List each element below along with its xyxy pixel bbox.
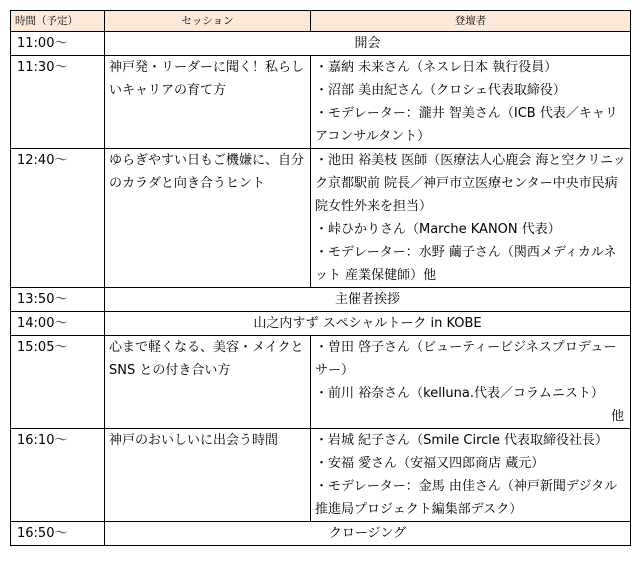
session-span-cell: クロージング xyxy=(105,522,631,546)
session-cell: 心まで軽くなる、美容・メイクと SNS との付き合い方 xyxy=(105,336,311,429)
session-span-cell: 山之内すず スペシャルトーク in KOBE xyxy=(105,312,631,336)
time-cell: 13:50〜 xyxy=(11,288,105,312)
speaker-note: 他 xyxy=(610,409,624,424)
speaker-item: ・モデレーター：金馬 由佳さん（神戸新聞デジタル推進局プロジェクト編集部デスク） xyxy=(315,479,618,517)
session-cell: 神戸発・リーダーに聞く！私らしいキャリアの育て方 xyxy=(105,56,311,149)
header-time: 時間（予定） xyxy=(11,11,105,32)
speaker-item: ・曽田 啓子さん（ビューティービジネスプロデューサー） xyxy=(315,340,617,378)
session-cell: 神戸のおいしいに出会う時間 xyxy=(105,429,311,522)
time-cell: 12:40〜 xyxy=(11,149,105,288)
speaker-item: ・沼部 美由紀さん（クロシェ代表取締役） xyxy=(315,83,566,98)
session-cell: ゆらぎやすい日もご機嫌に、自分のカラダと向き合うヒント xyxy=(105,149,311,288)
time-cell: 15:05〜 xyxy=(11,336,105,429)
speaker-item: ・峠ひかりさん（Marche KANON 代表） xyxy=(315,222,561,237)
speaker-item: ・池田 裕美枝 医師（医療法人心鹿会 海と空クリニック京都駅前 院長／神戸市立医療センター中央市民病院女性外来を担当） xyxy=(315,153,626,214)
time-cell: 16:10〜 xyxy=(11,429,105,522)
time-cell: 16:50〜 xyxy=(11,522,105,546)
time-cell: 14:00〜 xyxy=(11,312,105,336)
table-row xyxy=(11,32,631,56)
header-speakers: 登壇者 xyxy=(311,11,631,32)
table-row xyxy=(11,56,631,149)
speakers-cell xyxy=(311,429,631,522)
table-row xyxy=(11,288,631,312)
session-span-cell: 主催者挨拶 xyxy=(105,288,631,312)
speakers-cell xyxy=(311,149,631,288)
speaker-item: ・安福 愛さん（安福又四郎商店 蔵元） xyxy=(315,456,545,471)
speakers-cell xyxy=(311,336,631,429)
speaker-item: ・前川 裕奈さん（kelluna.代表／コラムニスト） xyxy=(315,386,604,401)
table-row xyxy=(11,312,631,336)
table-row xyxy=(11,149,631,288)
table-row xyxy=(11,429,631,522)
speaker-item: ・モデレーター：瀧井 智美さん（ICB 代表／キャリアコンサルタント） xyxy=(315,106,618,144)
header-session: セッション xyxy=(105,11,311,32)
table-row xyxy=(11,336,631,429)
speaker-item: ・岩城 紀子さん（Smile Circle 代表取締役社長） xyxy=(315,433,609,448)
speaker-item: ・嘉納 未来さん（ネスレ日本 執行役員） xyxy=(315,60,558,75)
speakers-cell xyxy=(311,56,631,149)
time-cell: 11:00〜 xyxy=(11,32,105,56)
table-row xyxy=(11,522,631,546)
time-cell: 11:30〜 xyxy=(11,56,105,149)
table-header-row xyxy=(11,11,631,32)
schedule-table xyxy=(10,10,631,546)
session-span-cell: 開会 xyxy=(105,32,631,56)
speaker-item: ・モデレーター：水野 繭子さん（関西メディカルネット 産業保健師）他 xyxy=(315,245,617,283)
